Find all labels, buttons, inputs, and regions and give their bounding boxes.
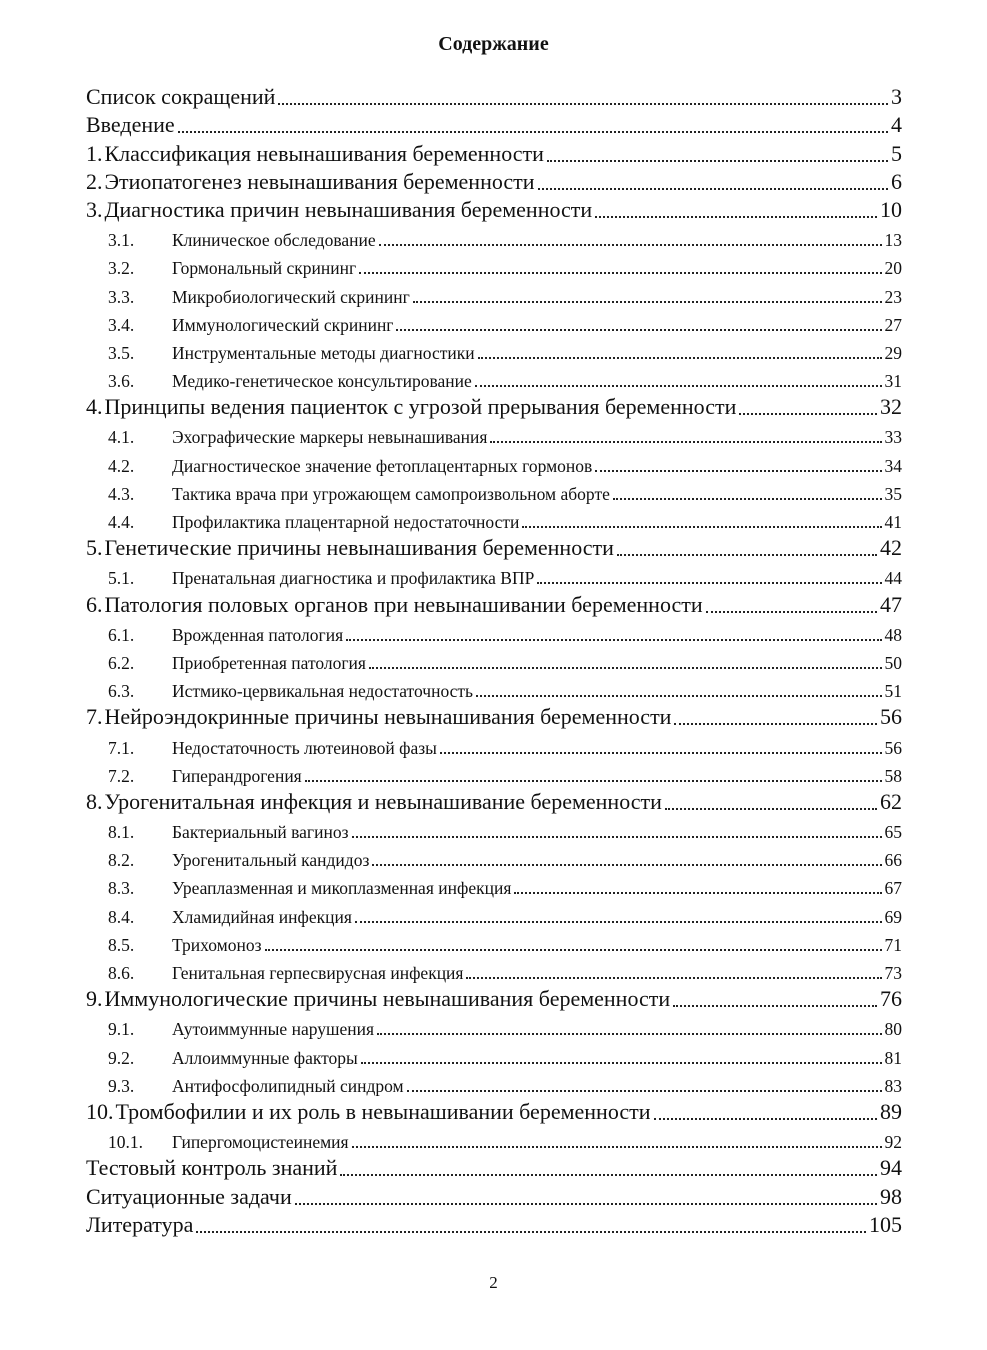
dot-leader [369, 666, 882, 669]
toc-entry-page: 56 [880, 704, 902, 730]
toc-entry [86, 138, 902, 166]
toc-entry-title: Урогенитальный кандидоз [172, 850, 370, 871]
toc-entry-title: Литература [86, 1211, 194, 1237]
toc-entry-title: Уреаплазменная и микоплазменная инфекция [172, 878, 512, 899]
toc-entry-number: 10. [86, 1098, 114, 1124]
toc-entry-number: 6. [86, 591, 103, 617]
toc-entry-number: 8.6. [108, 963, 135, 983]
toc-entry-page: 51 [884, 681, 902, 702]
toc-entry-number: 6.3. [108, 681, 135, 702]
toc-entry-title: Эхографические маркеры невынашивания [172, 427, 488, 448]
toc-entry-number: 8.3. [108, 878, 135, 899]
toc-entry-page: 33 [884, 427, 902, 448]
toc-entry-title: Гормональный скрининг [172, 258, 357, 279]
toc-entry-page: 48 [884, 624, 902, 645]
toc-entry [86, 1125, 902, 1153]
toc-entry-page: 83 [884, 1075, 902, 1096]
toc-entry-page: 35 [884, 483, 902, 504]
toc-entry-page: 42 [880, 535, 902, 561]
toc-entry-title: Гипергомоцистеинемия [172, 1132, 349, 1153]
toc-entry-number: 10.1. [108, 1132, 143, 1153]
dot-leader [595, 469, 881, 472]
dot-leader [361, 1061, 882, 1064]
toc-entry-title: Недостаточность лютеиновой фазы [172, 737, 437, 758]
toc-entry-number: 4.3. [108, 483, 135, 504]
toc-entry-page: 66 [884, 850, 902, 871]
toc-entry-title: Гиперандрогения [172, 765, 302, 786]
toc-entry-page: 50 [884, 652, 902, 673]
toc-entry-page: 5 [891, 140, 902, 166]
toc-entry [86, 308, 902, 336]
toc-entry [86, 956, 902, 984]
dot-leader [547, 159, 888, 162]
toc-entry [86, 1040, 902, 1068]
toc-entry [86, 477, 902, 505]
toc-entry-number: 8. [86, 788, 103, 814]
toc-entry-number: 7.1. [108, 737, 135, 758]
toc-entry [86, 279, 902, 307]
toc-entry-number: 4.4. [108, 512, 135, 532]
toc-entry-page: 89 [880, 1098, 902, 1124]
dot-leader [413, 300, 882, 303]
toc-entry [86, 787, 902, 815]
toc-entry-title: Введение [86, 112, 175, 138]
toc-entry [86, 392, 902, 420]
toc-entry-page: 4 [891, 112, 902, 138]
toc-entry-page: 65 [884, 822, 902, 843]
toc-entry-title: Генитальная герпесвирусная инфекция [172, 963, 464, 983]
toc-entry-title: Диагностическое значение фетоплацентарных гормонов [172, 455, 593, 476]
toc-entry-number: 5.1. [108, 568, 135, 589]
dot-leader [706, 610, 877, 613]
toc-entry-page: 47 [880, 591, 902, 617]
table-of-contents [86, 82, 902, 1238]
dot-leader [295, 1202, 877, 1205]
toc-entry-page: 98 [880, 1183, 902, 1209]
toc-entry [86, 364, 902, 392]
toc-entry-number: 4.2. [108, 455, 135, 476]
dot-leader [617, 553, 877, 556]
toc-entry [86, 674, 902, 702]
toc-entry-page: 92 [884, 1132, 902, 1153]
toc-entry [86, 448, 902, 476]
toc-entry-title: Генетические причины невынашивания беременности [104, 535, 614, 561]
toc-entry-title: Аутоиммунные нарушения [172, 1019, 375, 1040]
toc-entry [86, 646, 902, 674]
toc-entry-number: 7. [86, 704, 103, 730]
toc-entry-page: 31 [884, 371, 902, 392]
toc-entry [86, 589, 902, 617]
toc-entry-page: 6 [891, 168, 902, 194]
dot-leader [514, 891, 881, 894]
toc-entry-title: Приобретенная патология [172, 652, 366, 673]
toc-entry-page: 73 [884, 963, 902, 983]
toc-entry-title: Хламидийная инфекция [172, 906, 352, 927]
toc-entry [86, 223, 902, 251]
dot-leader [440, 751, 882, 754]
dot-leader [178, 130, 888, 133]
toc-entry [86, 1012, 902, 1040]
toc-entry-title: Микробиологический скрининг [172, 286, 410, 307]
dot-leader [475, 384, 882, 387]
toc-entry [86, 899, 902, 927]
dot-leader [340, 1173, 877, 1176]
toc-entry-page: 32 [880, 394, 902, 420]
toc-entry-page: 20 [884, 258, 902, 279]
toc-entry-page: 105 [869, 1211, 902, 1237]
toc-entry-number: 9.2. [108, 1047, 135, 1068]
toc-entry-number: 9.3. [108, 1075, 135, 1096]
toc-entry [86, 533, 902, 561]
dot-leader [673, 1004, 877, 1007]
toc-entry-number: 4. [86, 394, 103, 420]
toc-entry [86, 702, 902, 730]
toc-entry [86, 420, 902, 448]
dot-leader [476, 694, 881, 697]
toc-entry-number: 3.4. [108, 314, 135, 335]
toc-entry-title: Антифосфолипидный синдром [172, 1075, 404, 1096]
page-number: 2 [489, 1273, 498, 1292]
toc-entry-page: 81 [884, 1047, 902, 1068]
toc-entry-page: 80 [884, 1019, 902, 1040]
toc-entry-number: 9. [86, 986, 103, 1012]
toc-entry-page: 71 [884, 934, 902, 955]
toc-entry-page: 62 [880, 788, 902, 814]
dot-leader [466, 976, 881, 979]
toc-entry-page: 10 [880, 196, 902, 222]
dot-leader [407, 1089, 882, 1092]
toc-entry-number: 8.4. [108, 906, 135, 927]
toc-entry-title: Иммунологические причины невынашивания беременности [104, 986, 671, 1012]
dot-leader [265, 948, 882, 951]
toc-entry [86, 561, 902, 589]
toc-entry-number: 3. [86, 196, 103, 222]
toc-entry [86, 110, 902, 138]
toc-entry-number: 8.2. [108, 850, 135, 871]
toc-entry-page: 76 [880, 986, 902, 1012]
toc-entry [86, 195, 902, 223]
dot-leader [478, 356, 882, 359]
toc-entry [86, 251, 902, 279]
dot-leader [537, 581, 881, 584]
toc-entry [86, 1069, 902, 1097]
toc-entry-title: Медико-генетическое консультирование [172, 371, 472, 392]
dot-leader [665, 807, 877, 810]
toc-entry-number: 9.1. [108, 1019, 135, 1040]
toc-entry-page: 44 [884, 568, 902, 589]
toc-entry-number: 8.1. [108, 822, 135, 843]
toc-entry [86, 1097, 902, 1125]
toc-entry-title: Патология половых органов при невынашивании беременности [104, 591, 703, 617]
toc-entry [86, 984, 902, 1012]
toc-entry-number: 6.2. [108, 652, 135, 673]
toc-entry-title: Аллоиммунные факторы [172, 1047, 358, 1068]
toc-entry-number: 5. [86, 535, 103, 561]
toc-entry-page: 3 [891, 84, 902, 110]
dot-leader [372, 863, 881, 866]
dot-leader [654, 1117, 877, 1120]
toc-entry [86, 505, 902, 533]
toc-entry-page: 94 [880, 1155, 902, 1181]
toc-entry-title: Классификация невынашивания беременности [104, 140, 544, 166]
toc-entry [86, 871, 902, 899]
toc-entry-page: 41 [884, 512, 902, 532]
toc-entry-title: Клиническое обследование [172, 230, 376, 251]
toc-entry-number: 3.2. [108, 258, 135, 279]
toc-entry-page: 13 [884, 230, 902, 251]
dot-leader [377, 1032, 881, 1035]
dot-leader [396, 328, 881, 331]
toc-entry-number: 3.6. [108, 371, 135, 392]
toc-entry-title: Бактериальный вагиноз [172, 822, 349, 843]
toc-entry-title: Тромбофилии и их роль в невынашивании беременности [115, 1098, 651, 1124]
toc-entry-number: 6.1. [108, 624, 135, 645]
dot-leader [490, 440, 881, 443]
toc-entry-page: 56 [884, 737, 902, 758]
toc-entry-page: 58 [884, 765, 902, 786]
dot-leader [739, 412, 877, 415]
toc-entry-title: Тактика врача при угрожающем самопроизвольном аборте [172, 483, 610, 504]
toc-entry [86, 815, 902, 843]
toc-entry-title: Тестовый контроль знаний [86, 1155, 338, 1181]
toc-entry [86, 618, 902, 646]
dot-leader [346, 638, 881, 641]
dot-leader [352, 1145, 882, 1148]
toc-entry-number: 4.1. [108, 427, 135, 448]
toc-entry [86, 1153, 902, 1181]
toc-entry [86, 928, 902, 956]
toc-entry [86, 1210, 902, 1238]
toc-entry [86, 759, 902, 787]
dot-leader [352, 835, 882, 838]
dot-leader [305, 779, 882, 782]
toc-entry-title: Ситуационные задачи [86, 1183, 292, 1209]
toc-entry-title: Принципы ведения пациенток с угрозой прерывания беременности [104, 394, 737, 420]
toc-entry [86, 843, 902, 871]
toc-entry [86, 336, 902, 364]
toc-entry-title: Инструментальные методы диагностики [172, 342, 475, 363]
toc-entry-page: 23 [884, 286, 902, 307]
toc-entry-title: Этиопатогенез невынашивания беременности [104, 168, 535, 194]
toc-entry-title: Пренатальная диагностика и профилактика ВПР [172, 568, 535, 589]
toc-entry-title: Профилактика плацентарной недостаточности [172, 512, 520, 532]
toc-entry-number: 1. [86, 140, 103, 166]
toc-entry-title: Врожденная патология [172, 624, 344, 645]
toc-entry-title: Истмико-цервикальная недостаточность [172, 681, 474, 702]
toc-entry-page: 34 [884, 455, 902, 476]
toc-entry-page: 67 [884, 878, 902, 899]
toc-entry-number: 8.5. [108, 934, 135, 955]
dot-leader [674, 722, 877, 725]
dot-leader [613, 497, 882, 500]
toc-entry [86, 1181, 902, 1209]
dot-leader [359, 271, 881, 274]
toc-entry [86, 82, 902, 110]
toc-entry [86, 730, 902, 758]
dot-leader [379, 243, 882, 246]
toc-entry-page: 27 [884, 314, 902, 335]
toc-entry-number: 2. [86, 168, 103, 194]
dot-leader [278, 102, 888, 105]
toc-entry-number: 3.3. [108, 286, 135, 307]
dot-leader [355, 920, 882, 923]
dot-leader [538, 187, 888, 190]
toc-entry-title: Нейроэндокринные причины невынашивания беременности [104, 704, 672, 730]
toc-entry-page: 69 [884, 906, 902, 927]
toc-entry-title: Иммунологический скрининг [172, 314, 394, 335]
dot-leader [595, 215, 877, 218]
toc-entry-number: 3.1. [108, 230, 135, 251]
toc-entry-title: Трихомоноз [172, 934, 262, 955]
toc-entry-number: 3.5. [108, 342, 135, 363]
toc-entry-title: Урогенитальная инфекция и невынашивание беременности [104, 788, 662, 814]
toc-entry-page: 29 [884, 342, 902, 363]
dot-leader [196, 1230, 866, 1233]
toc-entry-title: Диагностика причин невынашивания беременности [104, 196, 593, 222]
toc-entry-number: 7.2. [108, 765, 135, 786]
toc-entry-title: Список сокращений [86, 84, 276, 110]
toc-entry [86, 167, 902, 195]
dot-leader [522, 525, 881, 528]
page-title: Содержание [438, 33, 549, 55]
